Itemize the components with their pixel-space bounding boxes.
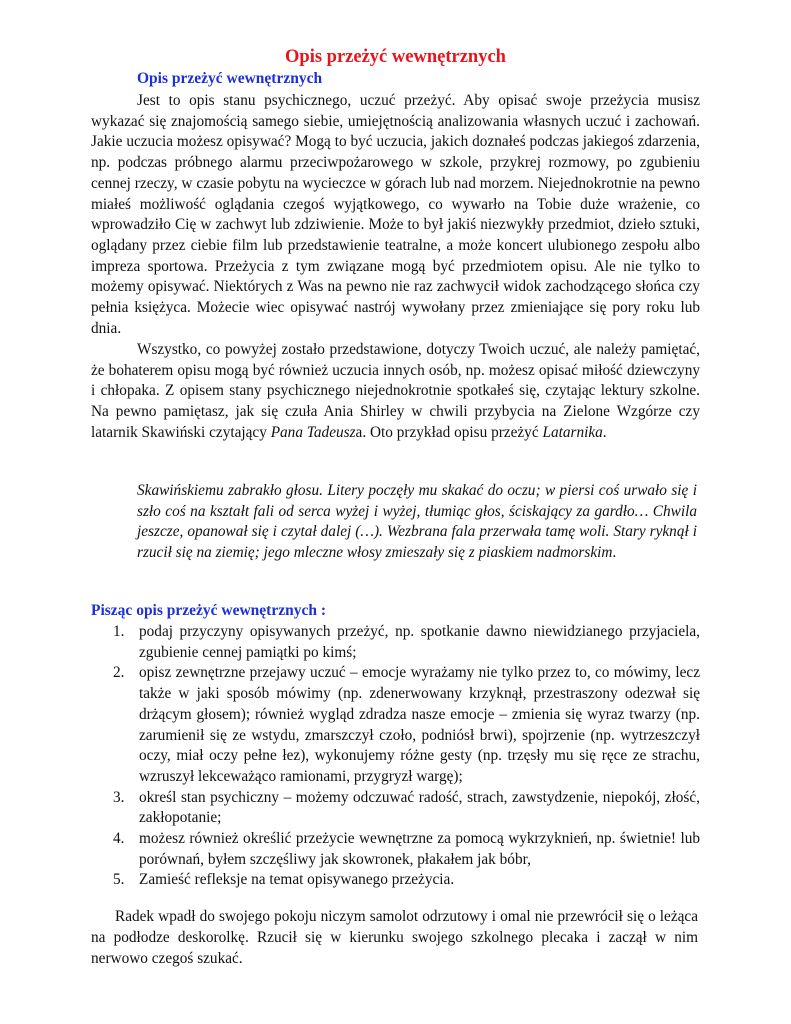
list-heading: Pisząc opis przeżyć wewnętrznych : — [91, 602, 327, 619]
list-item — [91, 788, 700, 829]
final-paragraph: Radek wpadł do swojego pokoju niczym samolot odrzutowy i omal nie przewrócił się o leżąca na podłodze deskorolkę. Rzucił się w kierunku swojego szkolnego plecaka i zaczął w nim nerwowo czegoś szukać. — [91, 908, 698, 967]
list-item-text: Zamieść refleksje na temat opisywanego przeżycia. — [139, 871, 455, 889]
list-item-number: 3. — [113, 788, 125, 806]
list-item-number: 5. — [113, 871, 125, 889]
book-title-latarnik: Latarnika — [542, 423, 603, 441]
list-item-number: 2. — [113, 664, 125, 682]
list-item-text: podaj przyczyny opisywanych przeżyć, np. spotkanie dawno niewidzianego przyjaciela, zgubienie cennej pamiątki po kimś; — [139, 623, 700, 661]
section-heading: Opis przeżyć wewnętrznych — [137, 70, 323, 87]
second-paragraph — [91, 340, 700, 444]
list-item — [91, 663, 700, 787]
second-paragraph-block — [91, 340, 700, 444]
intro-paragraph: Jest to opis stanu psychicznego, uczuć przeżyć. Aby opisać swoje przeżycia musisz wykazać się znajomością samego siebie, umiejętnością analizowania własnych uczuć i zachowań. Jakie uczucia możesz opisywać? Mogą to być uczucia, jakich doznałeś podczas jakiegoś zdarzenia, np. podczas próbnego alarmu przeciwpożarowego w szkole, przykrej rozmowy, po zgubieniu cennej rzeczy, w czasie pobytu na wycieczce w górach lub nad morzem. Niejednokrotnie na pewno miałeś możliwość oglądania czegoś wyjątkowego, co wywarło na Tobie duże wrażenie, co wprowadziło Cię w zachwyt lub zdziwienie. Może to był jakiś niezwykły przedmiot, dzieło sztuki, oglądany przez ciebie film lub przedstawienie teatralne, a może koncert ulubionego zespołu albo impreza sportowa. Przeżycia z tym związane mogą być przedmiotem opisu. Ale nie tylko to możemy opisywać. Niektórych z Was na pewno nie raz zachwycił widok zachodzącego słońca czy pełnia księżyca. Możecie wiec opisywać nastrój wywołany przez zmieniające się pory roku lub dnia. — [91, 92, 700, 337]
list-item-number: 4. — [113, 830, 125, 848]
list-item-text: określ stan psychiczny – możemy odczuwać radość, strach, zawstydzenie, niepokój, złość, zakłopotanie; — [139, 788, 700, 827]
document-title: Opis przeżyć wewnętrznych — [285, 47, 506, 67]
steps-list — [91, 622, 700, 891]
list-item-text: opisz zewnętrzne przejawy uczuć – emocje wyrażamy nie tylko przez to, co mówimy, lecz także w jaki sposób mówimy (np. zdenerwowany krzyknął, przestraszony odezwał się drżącym głosem); również wygląd zdradza nasze emocje – zmienia się wyraz twarzy (np. zarumienił się ze wstydu, zmarszczył czoło, podniósł brwi), spojrzenie (np. wytrzeszczył oczy, miał oczy pełne łez), wykonujemy różne gesty (np. trzęsły mu się ręce ze strachu, wzruszył lekceważąco ramionami, przygryzł wargę); — [139, 664, 700, 785]
second-paragraph-text-mid: a. Oto przykład opisu przeżyć — [355, 423, 543, 441]
quote-end: . — [612, 544, 617, 562]
list-item — [91, 622, 700, 663]
list-item-number: 1. — [113, 623, 125, 640]
second-paragraph-text: Wszystko, co powyżej zostało przedstawione, dotyczy Twoich uczuć, ale należy pamiętać, że bohaterem opisu mogą być również uczucia innych osób, np. możesz opisać miłość dziewczyny i chłopaka. Z opisem stany psychicznego niejednokrotnie spotkałeś się, czytając lektury szkolne. Na pewno pamiętasz, jak się czuła Ania Shirley w chwili przybycia na Zielone Wzgórze czy latarnik Skawiński czytający — [91, 341, 700, 441]
list-item — [91, 829, 700, 870]
second-paragraph-end: . — [602, 423, 607, 441]
final-paragraph-block — [91, 907, 698, 969]
list-item-text: możesz również określić przeżycie wewnętrzne za pomocą wykrzyknień, np. świetnie! lub porównań, byłem szczęśliwy jak skowronek, płakałem jak bóbr, — [139, 830, 700, 868]
quote-text — [137, 481, 697, 564]
book-title-pan-tadeusz: Pana Tadeusz — [270, 423, 356, 441]
quote-body: Skawińskiemu zabrakło głosu. Litery poczęły mu skakać do oczu; w piersi coś urwało się i szło coś na kształt fali od serca wyżej i wyżej, tłumiąc głos, ściskający za gardło… Chwila jeszcze, opanował się i czytał dalej (…). Wezbrana fala przerwała tamę woli. Stary ryknął i rzucił się na ziemię; jego mleczne włosy zmieszały się z piaskiem nadmorskim — [137, 482, 697, 562]
list-item — [91, 870, 700, 891]
intro-paragraph-block — [91, 91, 700, 339]
quote-block — [137, 481, 697, 564]
